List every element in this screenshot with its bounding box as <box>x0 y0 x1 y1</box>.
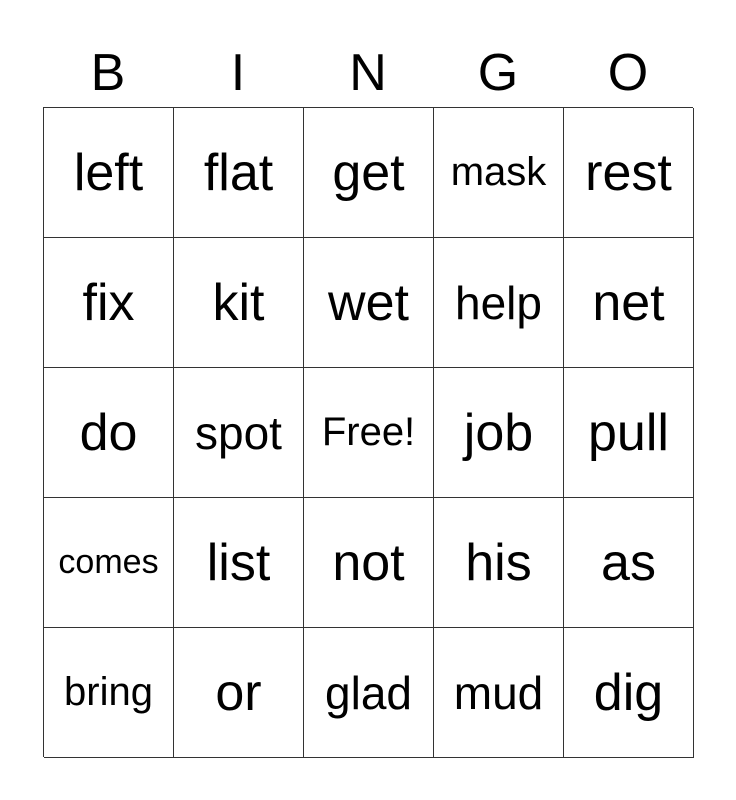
bingo-cell: help <box>434 238 564 368</box>
bingo-cell: list <box>174 498 304 628</box>
bingo-cell: as <box>564 498 694 628</box>
bingo-cell: dig <box>564 628 694 758</box>
bingo-board <box>43 107 693 757</box>
bingo-header <box>43 40 693 106</box>
bingo-cell: or <box>174 628 304 758</box>
bingo-cell: fix <box>44 238 174 368</box>
header-letter-b: B <box>90 44 126 102</box>
bingo-cell: comes <box>44 498 174 628</box>
bingo-cell: not <box>304 498 434 628</box>
bingo-cell: his <box>434 498 564 628</box>
bingo-cell: flat <box>174 108 304 238</box>
bingo-cell: spot <box>174 368 304 498</box>
header-letter-o: O <box>607 44 649 102</box>
bingo-cell: kit <box>174 238 304 368</box>
bingo-cell: mud <box>434 628 564 758</box>
bingo-cell: get <box>304 108 434 238</box>
bingo-cell: wet <box>304 238 434 368</box>
bingo-cell: job <box>434 368 564 498</box>
header-letter-n: N <box>349 44 387 102</box>
bingo-cell: bring <box>44 628 174 758</box>
bingo-cell: net <box>564 238 694 368</box>
bingo-cell: glad <box>304 628 434 758</box>
bingo-cell: do <box>44 368 174 498</box>
bingo-cell: mask <box>434 108 564 238</box>
bingo-cell: rest <box>564 108 694 238</box>
free-space-cell: Free! <box>304 368 434 498</box>
bingo-cell: left <box>44 108 174 238</box>
header-letter-g: G <box>477 44 519 102</box>
bingo-cell: pull <box>564 368 694 498</box>
header-letter-i: I <box>230 44 246 102</box>
